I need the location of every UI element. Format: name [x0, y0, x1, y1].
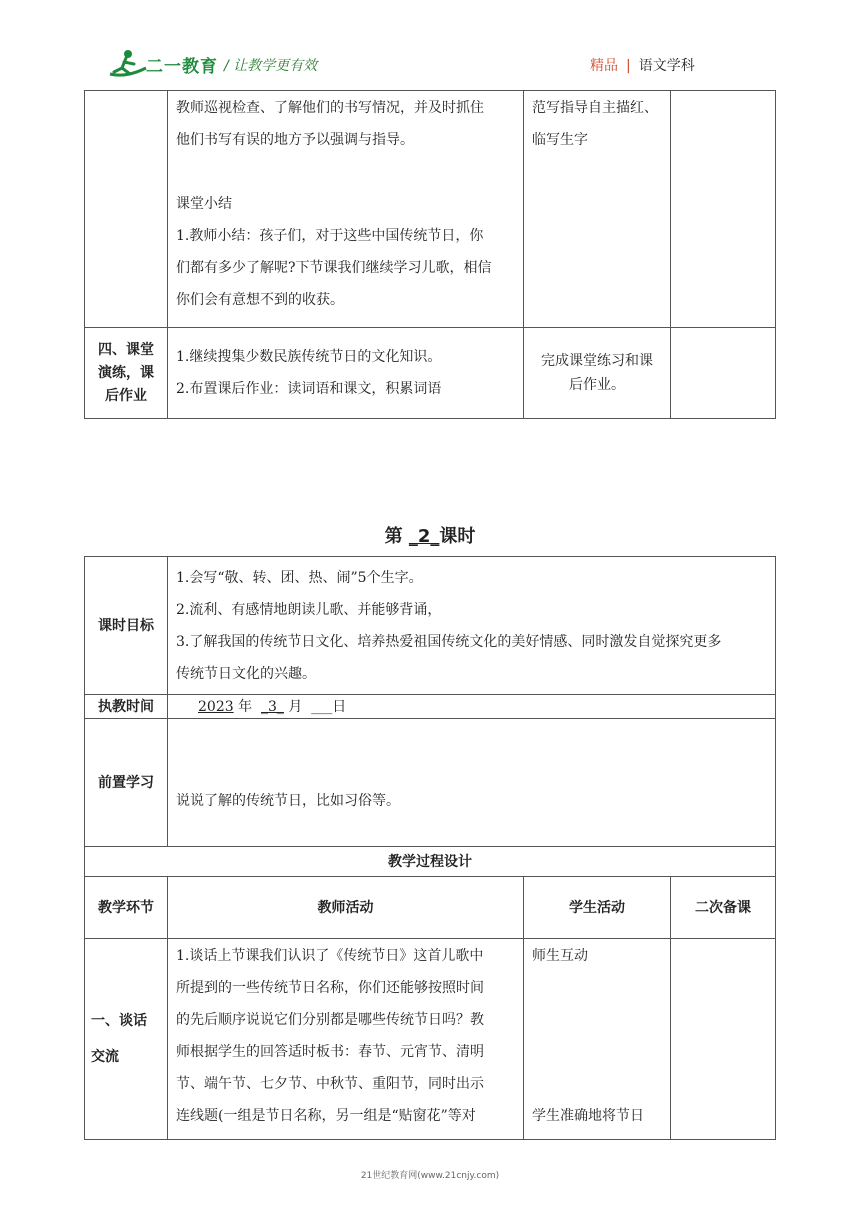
- lesson-table: [84, 556, 776, 1140]
- column-header: 二次备课: [671, 877, 776, 939]
- lesson-title-prefix: 第: [384, 526, 409, 547]
- text-line: 教师巡视检查、了解他们的书写情况，并及时抓住: [176, 100, 484, 116]
- lesson-number: _2_: [408, 526, 440, 547]
- table-row: [85, 328, 776, 419]
- text-line: 连线题(一组是节日名称，另一组是“贴窗花”等对: [176, 1108, 476, 1124]
- goal-line: 1.会写“敬、转、团、热、闹”5个生字。: [176, 569, 423, 586]
- table-row: [85, 91, 776, 328]
- section-line: 交流: [91, 1049, 119, 1065]
- separator: |: [626, 58, 631, 74]
- blank-line: [176, 156, 517, 188]
- pre-study-text: 说说了解的传统节日，比如习俗等。: [176, 793, 400, 809]
- lesson-title-suffix: 课时: [439, 526, 476, 547]
- teacher-activity-cell: [168, 91, 524, 328]
- second-prep-cell: [671, 328, 776, 419]
- lesson-title: [0, 522, 860, 548]
- header-row: [85, 877, 776, 939]
- subject-label: 语文学科: [638, 58, 695, 74]
- text-line: 完成课堂练习和课: [541, 353, 653, 369]
- time-cell: [168, 695, 776, 719]
- section-cell: [85, 328, 168, 419]
- time-label: 执教时间: [85, 695, 168, 719]
- subheading: 课堂小结: [176, 196, 232, 212]
- text-line: 师根据学生的回答适时板书：春节、元宵节、清明: [176, 1044, 484, 1060]
- teacher-activity-cell: [168, 328, 524, 419]
- section-line: 四、课堂: [98, 341, 154, 358]
- spacer: [532, 972, 664, 1100]
- goal-line: 传统节日文化的兴趣。: [176, 665, 316, 682]
- column-header: 教学环节: [85, 877, 168, 939]
- pre-study-cell: [168, 719, 776, 847]
- text-line: 范写指导自主描红、: [532, 100, 658, 116]
- teacher-activity-cell: [168, 939, 524, 1140]
- page-header: [0, 0, 860, 90]
- text-line: 节、端午节、七夕节、中秋节、重阳节，同时出示: [176, 1076, 484, 1092]
- section-line: 后作业: [105, 387, 147, 404]
- second-prep-cell: [671, 939, 776, 1140]
- goals-row: [85, 557, 776, 695]
- column-header: 教师活动: [168, 877, 524, 939]
- goal-line: 2.流利、有感情地朗读儿歌、并能够背诵，: [176, 601, 442, 618]
- student-activity-cell: [524, 91, 671, 328]
- day-unit: 日: [332, 698, 347, 715]
- design-title: 教学过程设计: [85, 847, 776, 877]
- text-line: 1.继续搜集少数民族传统节日的文化知识。: [176, 349, 442, 365]
- slogan: / 让教学更有效: [224, 58, 318, 74]
- pre-study-label: 前置学习: [85, 719, 168, 847]
- goal-line: 3.了解我国的传统节日文化、培养热爱祖国传统文化的美好情感、同时激发自觉探究更多: [176, 633, 722, 650]
- text-line: 们都有多少了解呢?下节课我们继续学习儿歌，相信: [176, 260, 492, 276]
- student-activity-cell: [524, 328, 671, 419]
- table-row: [85, 939, 776, 1140]
- text-line: 临写生字: [532, 132, 588, 148]
- student-activity-cell: [524, 939, 671, 1140]
- time-row: [85, 695, 776, 719]
- section-line: 一、谈话: [91, 1013, 147, 1029]
- second-prep-cell: [671, 91, 776, 328]
- text-line: 所提到的一些传统节日名称，你们还能够按照时间: [176, 980, 484, 996]
- text-line: 后作业。: [569, 377, 625, 393]
- text-line: 2.布置课后作业：读词语和课文，积累词语: [176, 381, 442, 397]
- design-title-row: [85, 847, 776, 877]
- month-unit: 月: [288, 698, 303, 715]
- year-value: 2023: [198, 698, 234, 715]
- text-line: 的先后顺序说说它们分别都是哪些传统节日吗？教: [176, 1012, 484, 1028]
- section-cell: [85, 91, 168, 328]
- footer: 21世纪教育网(www.21cnjy.com): [360, 1171, 500, 1181]
- header-right: [590, 55, 695, 75]
- goals-label: 课时目标: [85, 557, 168, 695]
- month-value: _3_: [261, 698, 284, 715]
- year-unit: 年: [238, 698, 253, 715]
- text-line: 学生准确地将节日: [532, 1108, 644, 1124]
- pre-study-row: [85, 719, 776, 847]
- text-line: 你们会有意想不到的收获。: [176, 292, 344, 308]
- text-line: 师生互动: [532, 948, 588, 964]
- text-line: 他们书写有误的地方予以强调与指导。: [176, 132, 414, 148]
- day-value: ___: [311, 698, 333, 715]
- section-cell: [85, 939, 168, 1140]
- quality-badge: 精品: [590, 58, 618, 74]
- logo-text: 二一教育: [146, 57, 218, 77]
- goals-cell: [168, 557, 776, 695]
- text-line: 1.教师小结：孩子们，对于这些中国传统节日，你: [176, 228, 484, 244]
- column-header: 学生活动: [524, 877, 671, 939]
- section-line: 演练，课: [98, 364, 154, 381]
- text-line: 1.谈话上节课我们认识了《传统节日》这首儿歌中: [176, 948, 484, 964]
- lesson-table-continued: [84, 90, 776, 419]
